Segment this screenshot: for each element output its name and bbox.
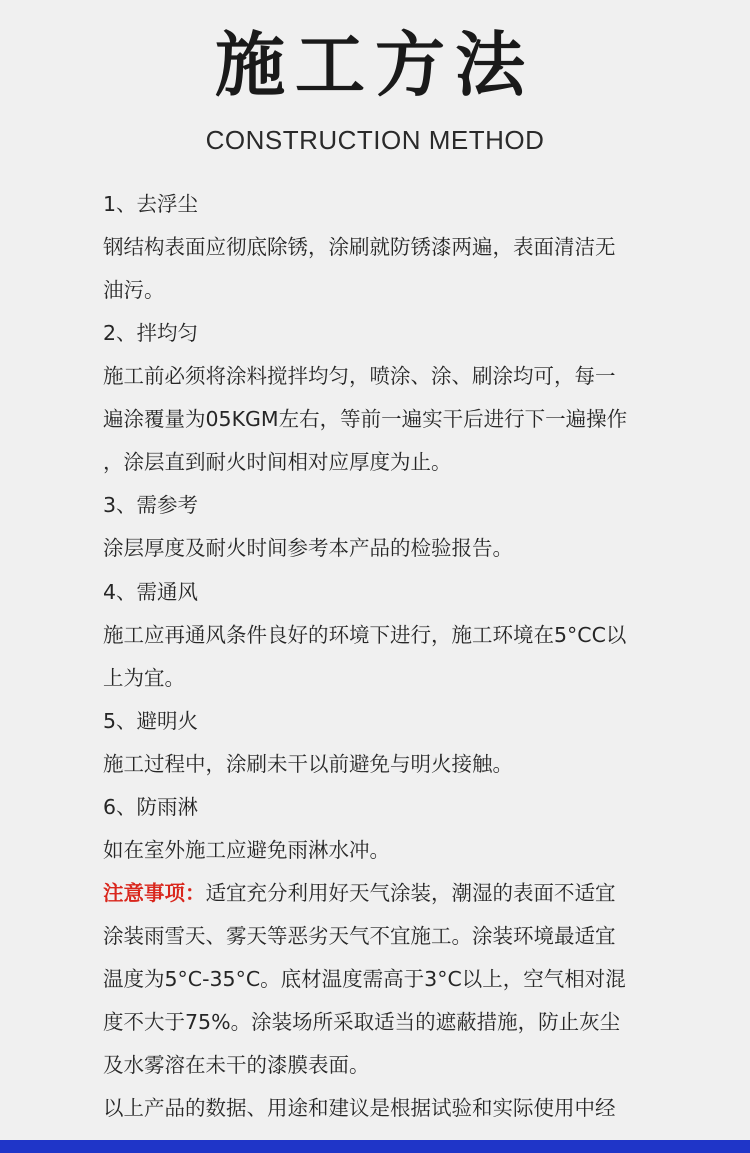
note-first-line — [103, 872, 678, 915]
step-text-line: 钢结构表面应彻底除锈，涂刷就防锈漆两遍，表面清洁无 — [103, 235, 616, 259]
note-text: 适宜充分利用好天气涂装，潮湿的表面不适宜 — [205, 881, 616, 905]
step-text-line: 涂层厚度及耐火时间参考本产品的检验报告。 — [103, 536, 513, 560]
note-label: 注意事项： — [103, 881, 206, 905]
page-subtitle: CONSTRUCTION METHOD — [205, 125, 545, 155]
step-heading-4: 4、需通风 — [103, 580, 199, 604]
step-text-line: 施工应再通风条件良好的环境下进行，施工环境在5°CC以 — [103, 623, 627, 647]
step-text-line: ，涂层直到耐火时间相对应厚度为止。 — [103, 450, 452, 474]
note-text-line: 涂装雨雪天、雾天等恶劣天气不宜施工。涂装环境最适宜 — [103, 924, 616, 948]
step-text-line: 施工前必须将涂料搅拌均匀，喷涂、涂、刷涂均可，每一 — [103, 364, 616, 388]
step-text-line: 如在室外施工应避免雨淋水冲。 — [103, 838, 390, 862]
step-text-line: 上为宜。 — [103, 666, 185, 690]
step-heading-1: 1、去浮尘 — [103, 192, 199, 216]
page-title: 施工方法 — [215, 24, 535, 106]
step-text-line: 油污。 — [103, 278, 165, 302]
note-text-line: 温度为5°C-35°C。底材温度需高于3°C以上，空气相对混 — [103, 967, 626, 991]
note-text-line: 度不大于75%。涂装场所采取适当的遮蔽措施，防止灰尘 — [103, 1010, 621, 1034]
step-heading-3: 3、需参考 — [103, 493, 199, 517]
method-content — [103, 183, 678, 1130]
step-heading-2: 2、拌均匀 — [103, 321, 199, 345]
disclaimer-line: 以上产品的数据、用途和建议是根据试验和实际使用中经 — [103, 1096, 616, 1120]
step-text-line: 遍涂覆量为05KGM左右，等前一遍实干后进行下一遍操作 — [103, 407, 628, 431]
step-heading-5: 5、避明火 — [103, 709, 199, 733]
step-heading-6: 6、防雨淋 — [103, 795, 199, 819]
bottom-accent-bar — [0, 1140, 750, 1153]
note-text-line: 及水雾溶在未干的漆膜表面。 — [103, 1053, 370, 1077]
step-text-line: 施工过程中，涂刷未干以前避免与明火接触。 — [103, 752, 513, 776]
